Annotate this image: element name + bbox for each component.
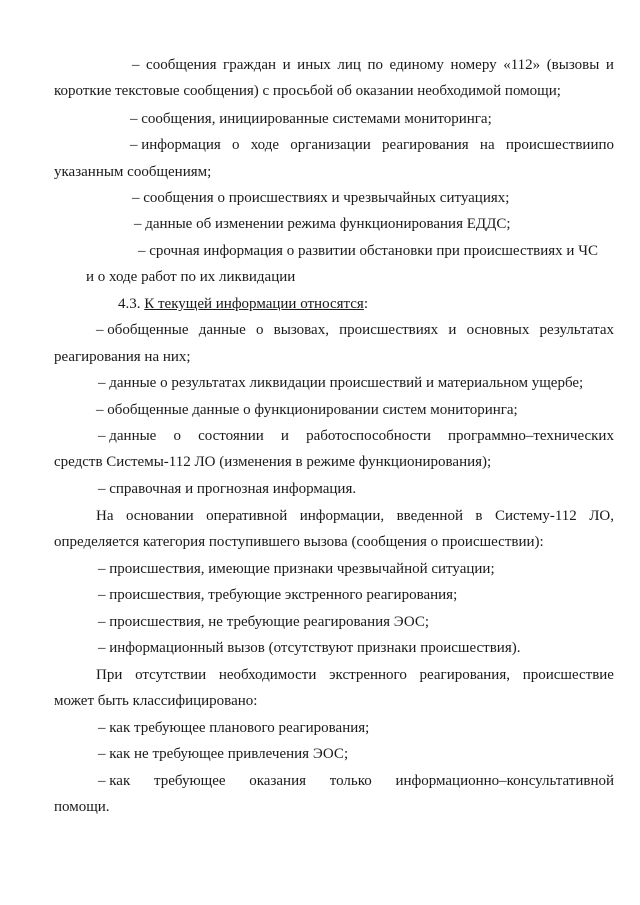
word: экстренного	[329, 667, 407, 683]
word: и	[282, 57, 291, 73]
section-colon: :	[363, 296, 368, 312]
word: ходе	[250, 137, 280, 153]
list-d-item-2: – как не требующее привлечения ЭОС;	[98, 746, 349, 762]
word: иных	[297, 57, 331, 73]
list-c-item-2: – происшествия, требующие экстренного реагирования;	[98, 587, 458, 603]
word: происшествиипо	[505, 137, 614, 153]
word: реагирования	[382, 137, 469, 153]
word: номеру	[450, 57, 497, 73]
section-number: 4.3.	[118, 296, 141, 312]
word: –	[132, 57, 140, 73]
list-a-item-2: – сообщения, инициированные системами мониторинга;	[130, 111, 492, 127]
list-d-item-1: – как требующее планового реагирования;	[98, 720, 370, 736]
word: На	[96, 508, 114, 524]
word: о	[173, 428, 181, 444]
list-b-item-1-line-1	[96, 321, 614, 339]
list-a-item-6-line-1: – срочная информация о развитии обстановки при происшествиях и ЧС	[138, 243, 598, 259]
word: о	[232, 137, 240, 153]
word: (вызовы	[546, 57, 600, 73]
word: При	[96, 667, 123, 683]
list-a-item-3-line-2: указанным сообщениям;	[54, 164, 212, 180]
list-a-item-1-line-1	[132, 56, 614, 74]
word: и	[448, 322, 457, 338]
word: Систему-112	[494, 508, 577, 524]
word: о	[255, 322, 264, 338]
list-c-item-1: – происшествия, имеющие признаки чрезвычайной ситуации;	[98, 561, 495, 577]
list-b-item-2: – данные о результатах ликвидации происшествий и материальном ущербе;	[98, 375, 584, 391]
list-b-item-4-line-2: средств Системы-112 ЛО (изменения в режиме функционирования);	[54, 454, 492, 470]
word: данные	[198, 322, 246, 338]
word: требующее	[153, 773, 226, 789]
word: результатах	[539, 322, 614, 338]
word: основании	[125, 508, 194, 524]
word: сообщения	[146, 57, 217, 73]
word: «112»	[503, 57, 541, 73]
list-a-item-3-line-1	[130, 136, 614, 154]
word: единому	[389, 57, 444, 73]
list-b-item-5: – справочная и прогнозная информация.	[98, 481, 357, 497]
word: – данные	[98, 428, 157, 444]
word: – как	[98, 773, 131, 789]
list-d-item-3-line-1	[98, 772, 614, 790]
list-b-item-3: – обобщенные данные о функционировании систем мониторинга;	[96, 402, 518, 418]
word: – обобщенные	[96, 322, 189, 338]
word: отсутствии	[135, 667, 207, 683]
list-a-item-6-line-2: и о ходе работ по их ликвидации	[86, 269, 296, 285]
para-classify-line-1	[96, 666, 614, 684]
word: вызовах,	[273, 322, 329, 338]
word: основных	[466, 322, 530, 338]
para-category-line-2: определяется категория поступившего вызова (сообщения о происшествии):	[54, 534, 544, 550]
word: организации	[290, 137, 371, 153]
word: необходимости	[218, 667, 317, 683]
word: только	[329, 773, 372, 789]
word: ЛО,	[589, 508, 614, 524]
list-b-item-1-line-2: реагирования на них;	[54, 349, 191, 365]
word: информации,	[299, 508, 385, 524]
para-category-line-1	[96, 507, 614, 525]
section-4-3-heading	[118, 295, 368, 313]
word: на	[479, 137, 495, 153]
word: введенной	[396, 508, 463, 524]
word: граждан	[223, 57, 277, 73]
para-classify-line-2: может быть классифицировано:	[54, 693, 258, 709]
section-title: К текущей информации относятся	[144, 296, 364, 312]
list-b-item-4-line-1	[98, 427, 614, 445]
word: по	[367, 57, 383, 73]
word: и	[605, 57, 614, 73]
list-c-item-4: – информационный вызов (отсутствуют признаки происшествия).	[98, 640, 521, 656]
word: происшествиях	[339, 322, 439, 338]
word: состоянии	[198, 428, 264, 444]
word: лиц	[337, 57, 361, 73]
word: происшествие	[522, 667, 614, 683]
word: в	[475, 508, 483, 524]
word: оказания	[249, 773, 306, 789]
list-a-item-1-line-2: короткие текстовые сообщения) с просьбой об оказании необходимой помощи;	[54, 83, 561, 99]
word: программно–технических	[447, 428, 614, 444]
word: оперативной	[206, 508, 288, 524]
word: и	[280, 428, 289, 444]
list-d-item-3-line-2: помощи.	[54, 799, 110, 815]
list-a-item-5: – данные об изменении режима функционирования ЕДДС;	[134, 216, 511, 232]
word: информационно–консультативной	[395, 773, 614, 789]
word: – информация	[130, 137, 221, 153]
list-c-item-3: – происшествия, не требующие реагирования ЭОС;	[98, 614, 430, 630]
list-a-item-4: – сообщения о происшествиях и чрезвычайных ситуациях;	[132, 190, 510, 206]
word: реагирования,	[419, 667, 510, 683]
word: работоспособности	[306, 428, 431, 444]
